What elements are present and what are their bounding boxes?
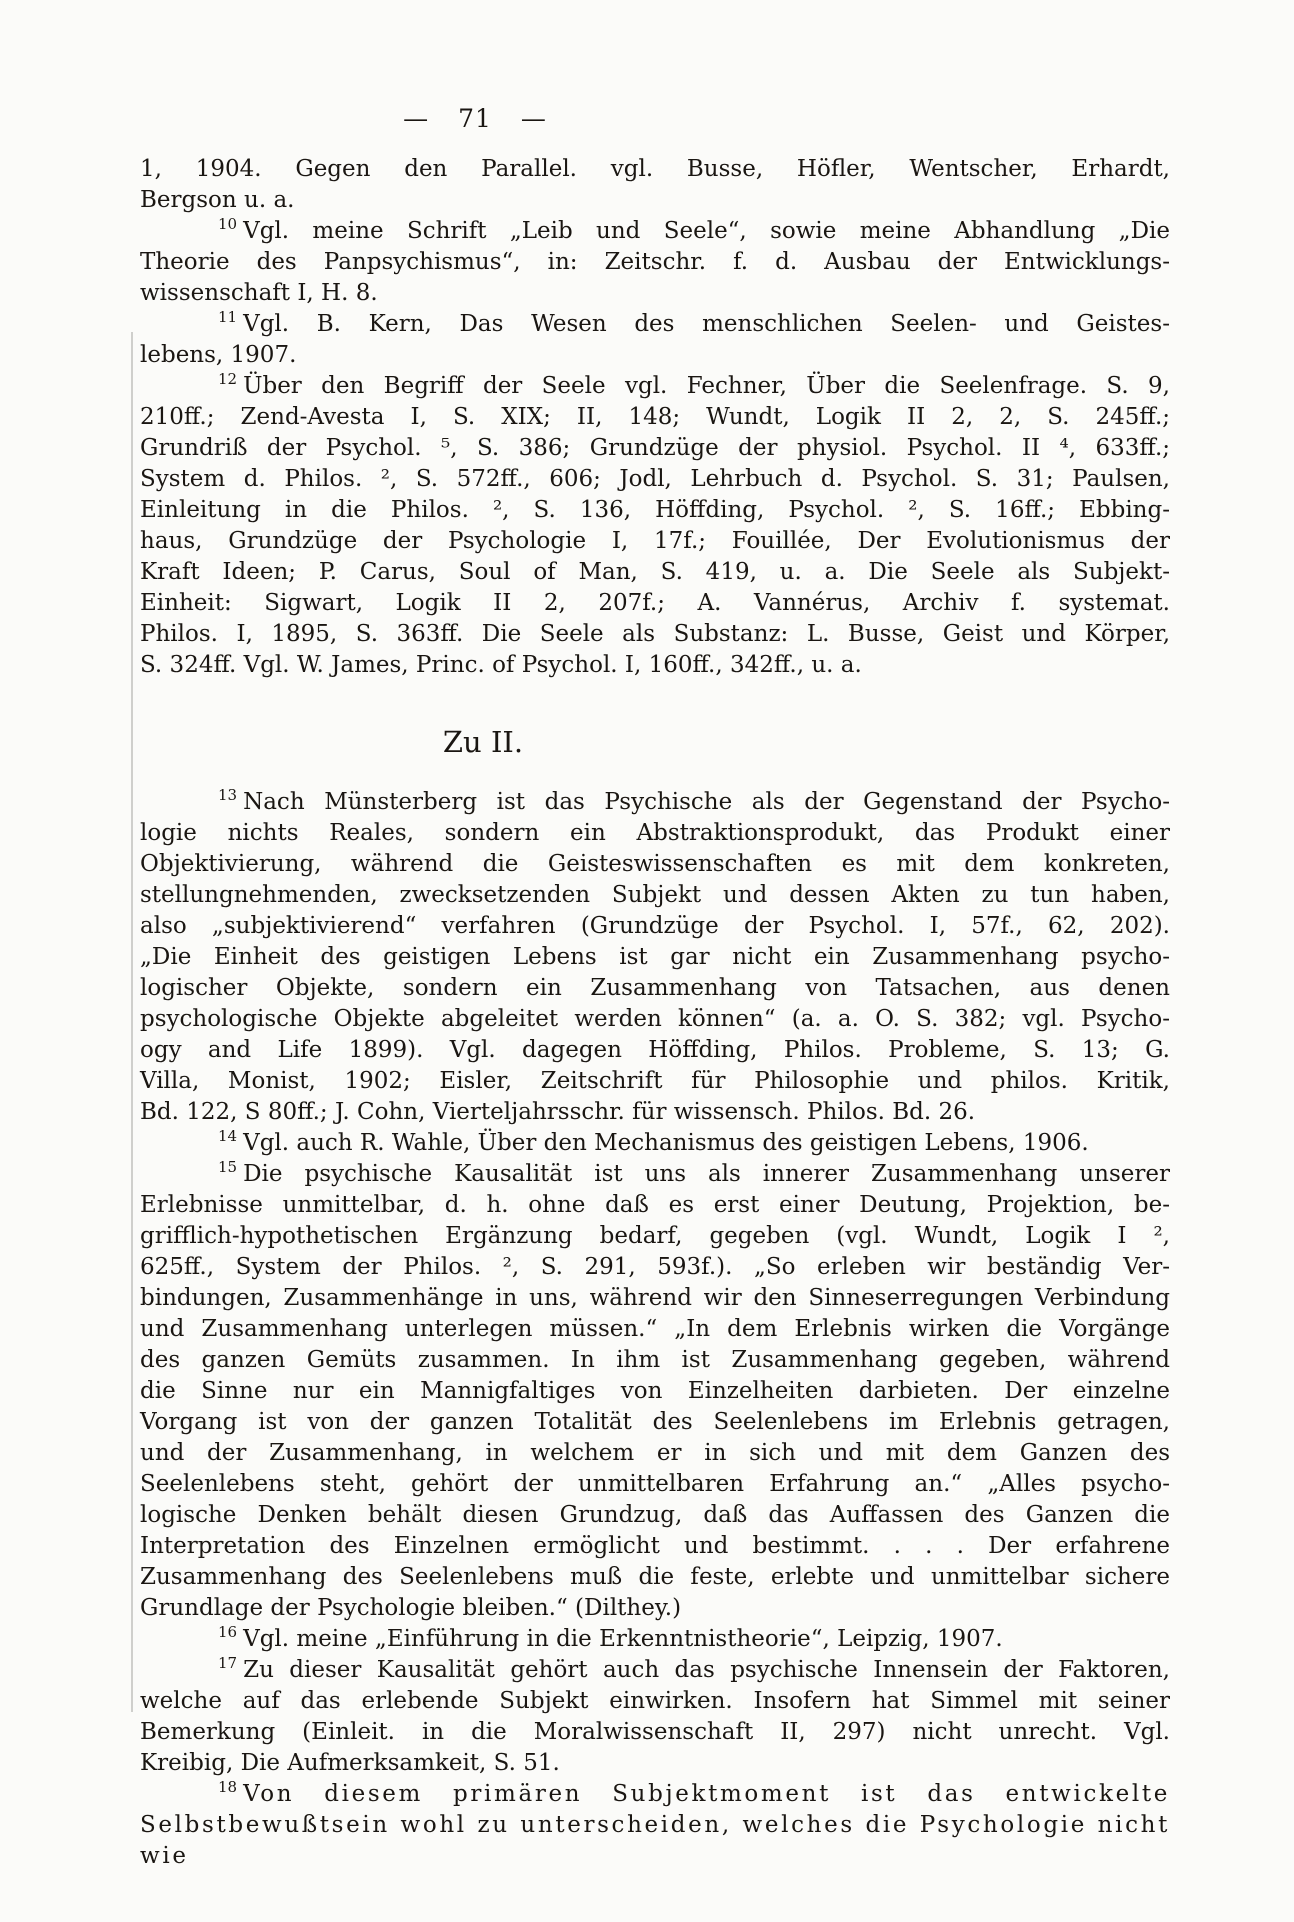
text-line: und der Zusammenhang, in welchem er in sich und mit dem Ganzen des	[140, 1440, 1170, 1466]
text-line: „Die Einheit des geistigen Lebens ist gar nicht ein Zusammenhang psycho-	[140, 944, 1170, 970]
page-number: — 71 —	[403, 104, 547, 133]
text-line: S. 324ff. Vgl. W. James, Princ. of Psychol. I, 160ff., 342ff., u. a.	[140, 652, 862, 678]
text-line: Zusammenhang des Seelenlebens muß die feste, erlebte und unmittelbar sichere	[140, 1564, 1170, 1590]
text-line: Theorie des Panpsychismus“, in: Zeitschr. f. d. Ausbau der Entwicklungs-	[140, 249, 1170, 275]
footnote-number: 16	[218, 1623, 238, 1641]
text-line: Bergson u. a.	[140, 187, 295, 213]
text-line: wissenschaft I, H. 8.	[140, 280, 378, 306]
text-line: $^{15}$ Die psychische Kausalität ist uns als innerer Zusammenhang unserer	[218, 1158, 1170, 1187]
text-line: Erlebnisse unmittelbar, d. h. ohne daß es erst einer Deutung, Projektion, be-	[140, 1192, 1170, 1218]
text-line: und Zusammenhang unterlegen müssen.“ „In dem Erlebnis wirken die Vorgänge	[140, 1316, 1170, 1342]
text-line: $^{16}$ Vgl. meine „Einführung in die Erkenntnistheorie“, Leipzig, 1907.	[218, 1623, 1003, 1652]
text-line: Selbstbewußtsein wohl zu unterscheiden, welches die Psychologie nicht wie	[140, 1812, 1170, 1869]
scanned-page	[140, 0, 1170, 1869]
text-line: 210ff.; Zend-Avesta I, S. XIX; II, 148; Wundt, Logik II 2, 2, S. 245ff.;	[140, 404, 1170, 430]
text-line: lebens, 1907.	[140, 342, 297, 368]
text-line: $^{10}$ Vgl. meine Schrift „Leib und Seele“, sowie meine Abhandlung „Die	[218, 215, 1170, 244]
text-line: logische Denken behält diesen Grundzug, daß das Auffassen des Ganzen die	[140, 1502, 1170, 1528]
footnote-number: 17	[218, 1654, 238, 1672]
text-line: Philos. I, 1895, S. 363ff. Die Seele als Substanz: L. Busse, Geist und Körper,	[140, 621, 1170, 647]
text-line: bindungen, Zusammenhänge in uns, während wir den Sinneserregungen Verbindung	[140, 1285, 1170, 1311]
text-line: $^{11}$ Vgl. B. Kern, Das Wesen des menschlichen Seelen- und Geistes-	[218, 308, 1170, 337]
text-line: Einheit: Sigwart, Logik II 2, 207f.; A. Vannérus, Archiv f. systemat.	[140, 590, 1170, 616]
text-line: $^{14}$ Vgl. auch R. Wahle, Über den Mechanismus des geistigen Lebens, 1906.	[218, 1127, 1089, 1156]
text-line: Grundlage der Psychologie bleiben.“ (Dilthey.)	[140, 1595, 682, 1621]
text-line: haus, Grundzüge der Psychologie I, 17f.; Fouillée, Der Evolutionismus der	[140, 528, 1170, 554]
text-line: ogy and Life 1899). Vgl. dagegen Höffding, Philos. Probleme, S. 13; G.	[140, 1037, 1170, 1063]
footnote-number: 12	[218, 370, 238, 388]
text-line: 1, 1904. Gegen den Parallel. vgl. Busse, Höfler, Wentscher, Erhardt,	[140, 156, 1170, 182]
text-line: Villa, Monist, 1902; Eisler, Zeitschrift für Philosophie und philos. Kritik,	[140, 1068, 1170, 1094]
text-line: Bd. 122, S 80ff.; J. Cohn, Vierteljahrsschr. für wissensch. Philos. Bd. 26.	[140, 1099, 976, 1125]
text-line: $^{17}$ Zu dieser Kausalität gehört auch das psychische Innensein der Faktoren,	[218, 1654, 1170, 1683]
footnote-number: 13	[218, 786, 238, 804]
text-line: Seelenlebens steht, gehört der unmittelbaren Erfahrung an.“ „Alles psycho-	[140, 1471, 1170, 1497]
text-line: logischer Objekte, sondern ein Zusammenhang von Tatsachen, aus denen	[140, 975, 1170, 1001]
footnote-number: 11	[218, 308, 238, 326]
text-line: Vorgang ist von der ganzen Totalität des Seelenlebens im Erlebnis getragen,	[140, 1409, 1170, 1435]
section-heading: Zu II.	[442, 725, 524, 759]
footnote-number: 14	[218, 1127, 238, 1145]
text-line: stellungnehmenden, zwecksetzenden Subjekt und dessen Akten zu tun haben,	[140, 882, 1170, 908]
text-line: Einleitung in die Philos. ², S. 136, Höffding, Psychol. ², S. 16ff.; Ebbing-	[140, 497, 1170, 523]
text-line: $^{12}$ Über den Begriff der Seele vgl. Fechner, Über die Seelenfrage. S. 9,	[218, 370, 1170, 399]
footnote-number: 15	[218, 1158, 238, 1176]
text-line: welche auf das erlebende Subjekt einwirken. Insofern hat Simmel mit seiner	[140, 1688, 1170, 1714]
text-line: Objektivierung, während die Geisteswissenschaften es mit dem konkreten,	[140, 851, 1170, 877]
text-line: Bemerkung (Einleit. in die Moralwissenschaft II, 297) nicht unrecht. Vgl.	[140, 1719, 1170, 1745]
text-line: die Sinne nur ein Mannigfaltiges von Einzelheiten darbieten. Der einzelne	[140, 1378, 1170, 1404]
text-line: Interpretation des Einzelnen ermöglicht und bestimmt. . . . Der erfahrene	[140, 1533, 1170, 1559]
text-line: grifflich-hypothetischen Ergänzung bedarf, gegeben (vgl. Wundt, Logik I ²,	[140, 1223, 1170, 1249]
page-body	[140, 154, 1170, 1869]
text-line: System d. Philos. ², S. 572ff., 606; Jodl, Lehrbuch d. Psychol. S. 31; Paulsen,	[140, 466, 1170, 492]
text-line: psychologische Objekte abgeleitet werden können“ (a. a. O. S. 382; vgl. Psycho-	[140, 1006, 1170, 1032]
text-line: also „subjektivierend“ verfahren (Grundzüge der Psychol. I, 57f., 62, 202).	[140, 913, 1170, 939]
text-line: des ganzen Gemüts zusammen. In ihm ist Zusammenhang gegeben, während	[140, 1347, 1170, 1373]
footnote-number: 18	[218, 1778, 238, 1796]
text-line: Kreibig, Die Aufmerksamkeit, S. 51.	[140, 1750, 560, 1776]
text-line: logie nichts Reales, sondern ein Abstraktionsprodukt, das Produkt einer	[140, 820, 1170, 846]
text-line: Grundriß der Psychol. ⁵, S. 386; Grundzüge der physiol. Psychol. II ⁴, 633ff.;	[140, 435, 1170, 461]
text-line: $^{18}$ Von diesem primären Subjektmoment ist das entwickelte	[218, 1778, 1170, 1807]
text-line: $^{13}$ Nach Münsterberg ist das Psychische als der Gegenstand der Psycho-	[218, 786, 1170, 815]
scan-artifact-line	[131, 332, 133, 1712]
footnote-number: 10	[218, 215, 238, 233]
text-line: Kraft Ideen; P. Carus, Soul of Man, S. 419, u. a. Die Seele als Subjekt-	[140, 559, 1170, 585]
text-line: 625ff., System der Philos. ², S. 291, 593f.). „So erleben wir beständig Ver-	[140, 1254, 1170, 1280]
